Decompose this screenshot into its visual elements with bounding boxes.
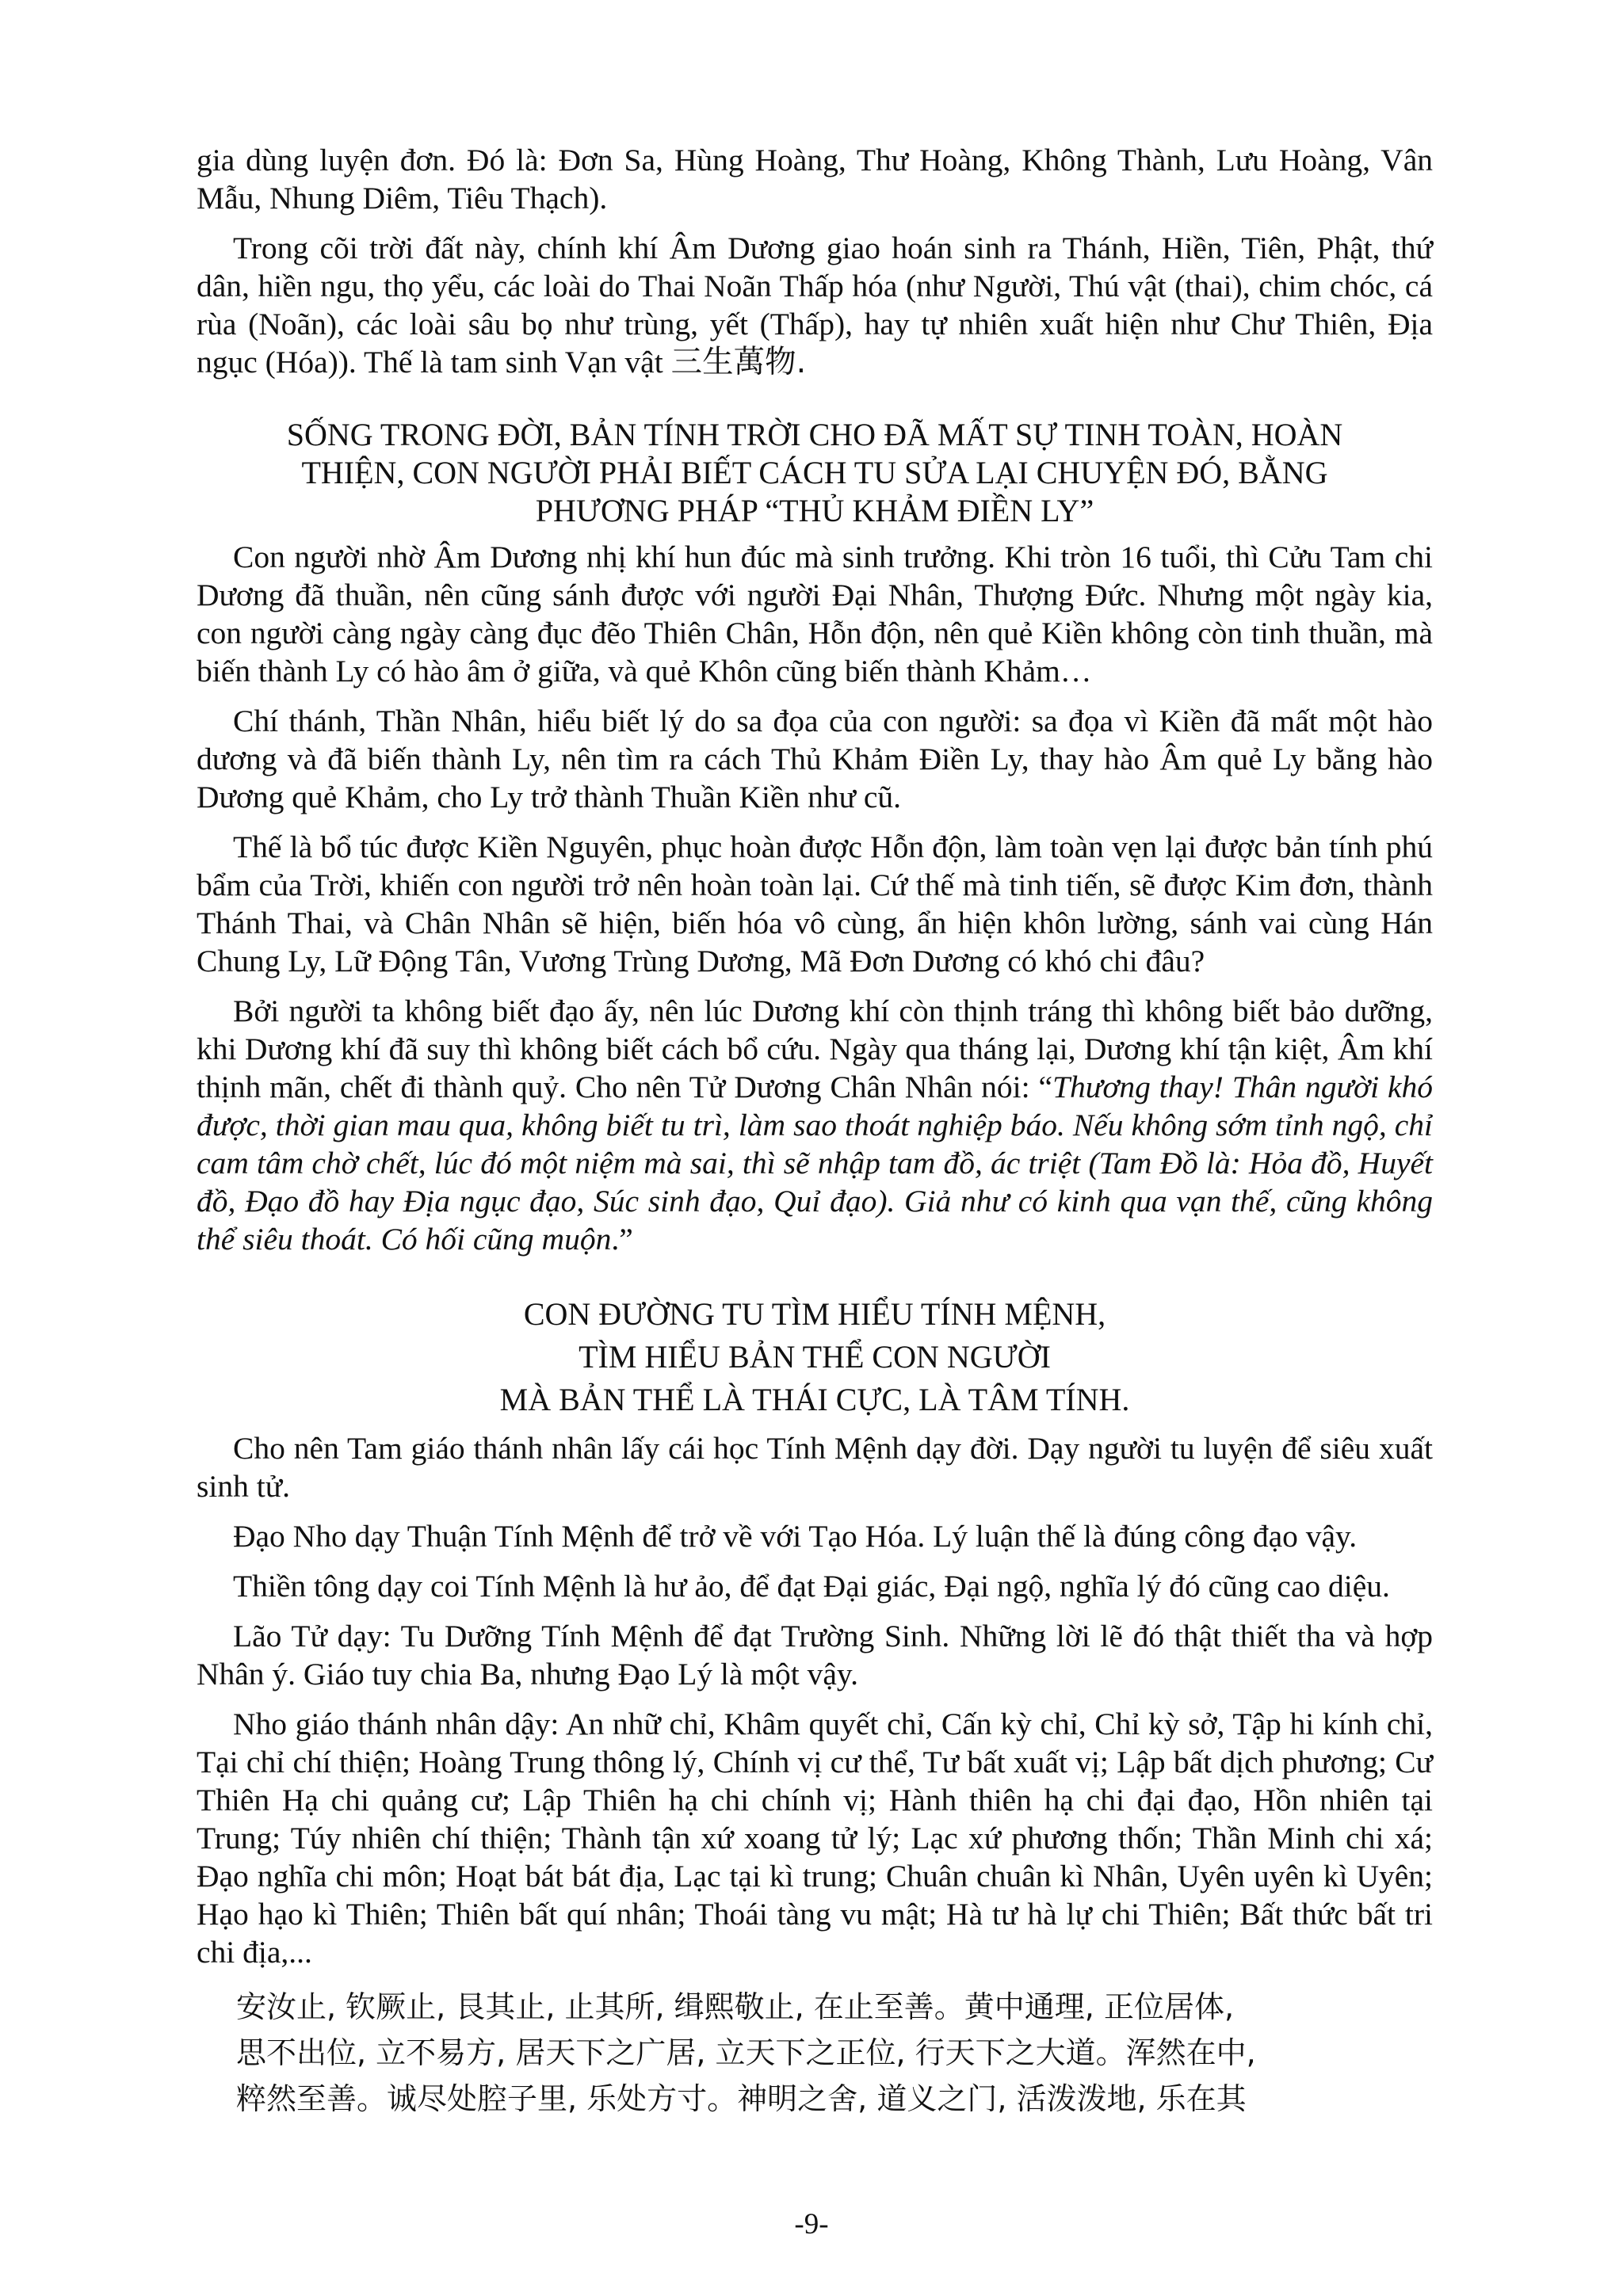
heading-line: TÌM HIỂU BẢN THỂ CON NGƯỜI <box>579 1339 1051 1375</box>
paragraph-thien-tong: Thiền tông dạy coi Tính Mệnh là hư ảo, để đạt Đại giác, Đại ngộ, nghĩa lý đó cũng cao diệu. <box>233 1569 1390 1604</box>
heading-line: PHƯƠNG PHÁP “THỦ KHẢM ĐIỀN LY” <box>535 493 1094 528</box>
page-number: -9- <box>794 2208 829 2241</box>
paragraph-nho-giao: Nho giáo thánh nhân dậy: An nhữ chỉ, Khâm quyết chỉ, Cấn kỳ chỉ, Chỉ kỳ sở, Tập hi kính chỉ, Tại chỉ chí thiện; Hoàng Trung thông lý, Chính vị cư thể, Tư bất xuất vị; Lập bất dịch phương; Cư Thiên Hạ chi quảng cư; Lập Thiên hạ chi chính vị; Hành thiên hạ chi đại đạo, Hồn nhiên tại Trung; Túy nhiên chí thiện; Thành tận xứ xoang tử lý; Lạc xứ phương thốn; Thần Minh chi xá; Đạo nghĩa chi môn; Hoạt bát bát địa, Lạc tại kì trung; Chuân chuân kì Nhân, Uyên uyên kì Uyên; Hạo hạo kì Thiên; Thiên bất quí nhân; Thoái tàng vu mật; Hà tư hà lự chi Thiên; Bất thức bất tri chi địa,... <box>197 1707 1433 1970</box>
quote-lead: Bởi người ta không biết đạo ấy, nên lúc Dương khí còn thịnh tráng thì không biết bảo dưỡng, khi Dương khí đã suy thì không biết cách bổ cứu. Ngày qua tháng lại, Dương khí tận kiệt, Âm khí thịnh mãn, chết đi thành quỷ. Cho nên Tử Dương Chân Nhân nói: “ <box>197 994 1433 1104</box>
paragraph-tam-sinh <box>197 229 1433 381</box>
heading-line: SỐNG TRONG ĐỜI, BẢN TÍNH TRỜI CHO ĐÃ MẤT SỰ TINH TOÀN, HOÀN <box>286 417 1343 452</box>
chinese-line: 思不出位, 立不易方, 居天下之广居, 立天下之正位, 行天下之大道。浑然在中, <box>236 2035 1256 2070</box>
body-text <box>197 141 1433 2122</box>
section-heading-tinh-menh <box>197 1293 1433 1421</box>
heading-line: CON ĐƯỜNG TU TÌM HIỂU TÍNH MỆNH, <box>523 1296 1106 1332</box>
paragraph-tu-duong-quote <box>197 992 1433 1258</box>
paragraph-am-duong: Con người nhờ Âm Dương nhị khí hun đúc mà sinh trưởng. Khi tròn 16 tuổi, thì Cửu Tam chi Dương đã thuần, nên cũng sánh được với người Đại Nhân, Thượng Đức. Nhưng một ngày kia, con người càng ngày càng đục đẽo Thiên Chân, Hỗn độn, nên quẻ Kiền không còn tinh thuần, mà biến thành Ly có hào âm ở giữa, và quẻ Khôn cũng biến thành Khảm… <box>197 540 1433 688</box>
paragraph-chi-thanh: Chí thánh, Thần Nhân, hiểu biết lý do sa đọa của con người: sa đọa vì Kiền đã mất một hào dương và đã biến thành Ly, nên tìm ra cách Thủ Khảm Điền Ly, thay hào Âm quẻ Ly bằng hào Dương quẻ Khảm, cho Ly trở thành Thuần Kiền như cũ. <box>197 704 1433 814</box>
quote-tail: .” <box>611 1222 633 1257</box>
paragraph-dao-nho: Đạo Nho dạy Thuận Tính Mệnh để trở về với Tạo Hóa. Lý luận thế là đúng công đạo vậy. <box>233 1519 1358 1554</box>
section-heading-thu-kham-dien-ly <box>197 416 1433 530</box>
paragraph-lao-tu: Lão Tử dạy: Tu Dưỡng Tính Mệnh để đạt Trường Sinh. Những lời lẽ đó thật thiết tha và hợp Nhân ý. Giáo tuy chia Ba, nhưng Đạo Lý là một vậy. <box>197 1619 1433 1691</box>
paragraph-tam-giao: Cho nên Tam giáo thánh nhân lấy cái học Tính Mệnh dạy đời. Dạy người tu luyện để siêu xuất sinh tử. <box>197 1431 1433 1504</box>
chinese-passage <box>236 1984 1433 2122</box>
heading-line: MÀ BẢN THỂ LÀ THÁI CỰC, LÀ TÂM TÍNH. <box>499 1382 1130 1417</box>
chinese-line: 安汝止, 钦厥止, 艮其止, 止其所, 缉熙敬止, 在止至善。黄中通理, 正位居体, <box>236 1989 1235 2024</box>
paragraph-intro-continuation: gia dùng luyện đơn. Đó là: Đơn Sa, Hùng Hoàng, Thư Hoàng, Không Thành, Lưu Hoàng, Vân Mẫu, Nhung Diêm, Tiêu Thạch). <box>197 143 1433 215</box>
chinese-line: 粹然至善。诚尽处腔子里, 乐处方寸。神明之舍, 道义之门, 活泼泼地, 乐在其 <box>236 2081 1247 2116</box>
cjk-san-sheng: 三生萬物. <box>670 344 807 380</box>
paragraph-tam-sinh-text: Trong cõi trời đất này, chính khí Âm Dương giao hoán sinh ra Thánh, Hiền, Tiên, Phật, thứ dân, hiền ngu, thọ yểu, các loài do Thai Noãn Thấp hóa (như Người, Thú vật (thai), chim chóc, cá rùa (Noãn), các loài sâu bọ như trùng, yết (Thấp), hay tự nhiên xuất hiện như Chư Thiên, Địa ngục (Hóa)). Thế là tam sinh Vạn vật <box>197 231 1433 379</box>
quote-italic: Thương thay! Thân người khó được, thời gian mau qua, không biết tu trì, làm sao thoát nghiệp báo. Nếu không sớm tỉnh ngộ, chỉ cam tâm chờ chết, lúc đó một niệm mà sai, thì sẽ nhập tam đồ, ác triệt (Tam Đồ là: Hỏa đồ, Huyết đồ, Đạo đồ hay Địa ngục đạo, Súc sinh đạo, Quỉ đạo). Giả như có kinh qua vạn thế, cũng không thể siêu thoát. Có hối cũng muộn <box>197 1070 1433 1257</box>
paragraph-kien-nguyen: Thế là bổ túc được Kiền Nguyên, phục hoàn được Hỗn độn, làm toàn vẹn lại được bản tính phú bẩm của Trời, khiến con người trở nên hoàn toàn lại. Cứ thế mà tinh tiến, sẽ được Kim đơn, thành Thánh Thai, và Chân Nhân sẽ hiện, biến hóa vô cùng, ẩn hiện khôn lường, sánh vai cùng Hán Chung Ly, Lữ Động Tân, Vương Trùng Dương, Mã Đơn Dương có khó chi đâu? <box>197 830 1433 978</box>
heading-line: THIỆN, CON NGƯỜI PHẢI BIẾT CÁCH TU SỬA LẠI CHUYỆN ĐÓ, BẰNG <box>301 455 1328 490</box>
